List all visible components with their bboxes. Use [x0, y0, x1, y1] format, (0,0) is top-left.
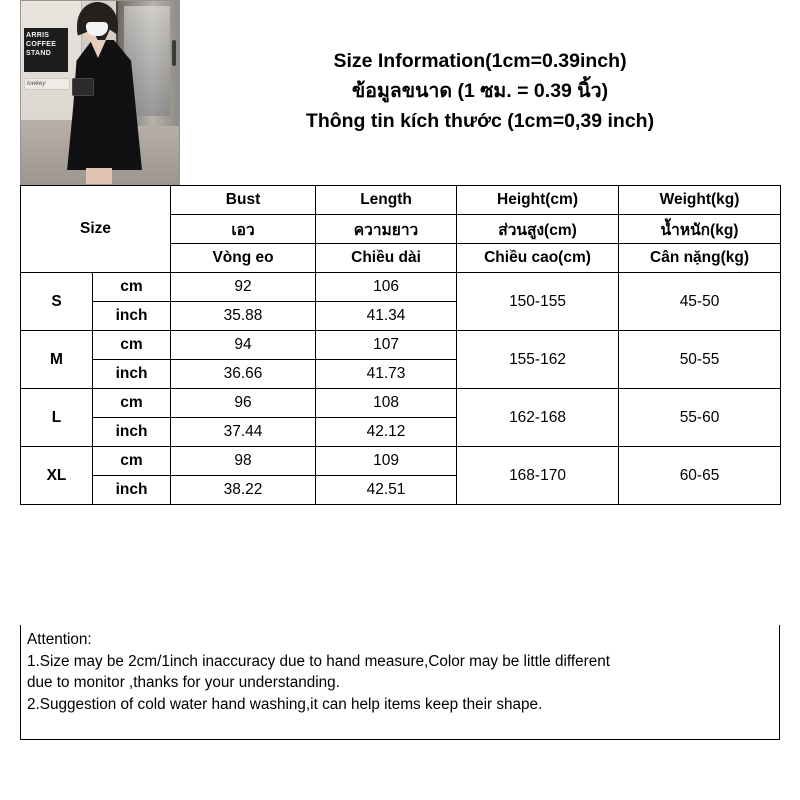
- row-unit-cm: cm: [93, 331, 171, 360]
- photo-shop-sign: ARRIS COFFEE STAND: [24, 28, 68, 72]
- attention-line-1: 1.Size may be 2cm/1inch inaccuracy due to hand measure,Color may be little different: [27, 652, 610, 670]
- attention-line-2: 2.Suggestion of cold water hand washing,it can help items keep their shape.: [27, 695, 543, 713]
- row-size-label: M: [21, 331, 93, 389]
- cell-height: 155-162: [457, 331, 619, 389]
- header-weight-en: Weight(kg): [619, 186, 781, 215]
- table-row: [21, 447, 781, 476]
- cell-bust-inch: 38.22: [171, 476, 316, 505]
- row-unit-inch: inch: [93, 418, 171, 447]
- row-unit-inch: inch: [93, 476, 171, 505]
- cell-height: 168-170: [457, 447, 619, 505]
- title-block: [180, 0, 780, 185]
- cell-bust-inch: 37.44: [171, 418, 316, 447]
- header-weight-vi: Cân nặng(kg): [619, 244, 781, 273]
- cell-length-cm: 109: [316, 447, 457, 476]
- row-unit-inch: inch: [93, 302, 171, 331]
- header-weight-th: น้ำหนัก(kg): [619, 215, 781, 244]
- cell-length-cm: 106: [316, 273, 457, 302]
- photo-legs: [86, 168, 112, 185]
- table-row: [21, 273, 781, 302]
- cell-length-inch: 41.73: [316, 360, 457, 389]
- cell-bust-cm: 98: [171, 447, 316, 476]
- cell-bust-cm: 94: [171, 331, 316, 360]
- cell-length-inch: 42.51: [316, 476, 457, 505]
- table-row: [21, 331, 781, 360]
- title-vietnamese: Thông tin kích thước (1cm=0,39 inch): [305, 109, 655, 132]
- cell-bust-inch: 35.88: [171, 302, 316, 331]
- table-row: [21, 389, 781, 418]
- attention-line-1b: due to monitor ,thanks for your understanding.: [27, 674, 340, 691]
- cell-height: 162-168: [457, 389, 619, 447]
- cell-height: 150-155: [457, 273, 619, 331]
- row-unit-cm: cm: [93, 447, 171, 476]
- cell-bust-cm: 92: [171, 273, 316, 302]
- product-photo: [20, 0, 180, 185]
- attention-title: Attention:: [27, 631, 92, 648]
- photo-handbag: [72, 78, 94, 96]
- cell-length-inch: 42.12: [316, 418, 457, 447]
- row-size-label: S: [21, 273, 93, 331]
- cell-length-inch: 41.34: [316, 302, 457, 331]
- header-row: [20, 0, 780, 185]
- header-bust-vi: Vòng eo: [171, 244, 316, 273]
- cell-weight: 50-55: [619, 331, 781, 389]
- header-length-vi: Chiều dài: [316, 244, 457, 273]
- size-table: [20, 185, 781, 505]
- photo-door-handle: [172, 40, 176, 66]
- row-unit-cm: cm: [93, 389, 171, 418]
- header-height-th: ส่วนสูง(cm): [457, 215, 619, 244]
- cell-weight: 55-60: [619, 389, 781, 447]
- title-english: Size Information(1cm=0.39inch): [333, 49, 627, 72]
- header-length-en: Length: [316, 186, 457, 215]
- cell-bust-cm: 96: [171, 389, 316, 418]
- attention-block: [20, 625, 780, 740]
- row-size-label: XL: [21, 447, 93, 505]
- cell-weight: 60-65: [619, 447, 781, 505]
- cell-length-cm: 107: [316, 331, 457, 360]
- title-thai: ข้อมูลขนาด (1 ซม. = 0.39 นิ้ว): [351, 79, 609, 102]
- header-height-en: Height(cm): [457, 186, 619, 215]
- row-unit-cm: cm: [93, 273, 171, 302]
- cell-bust-inch: 36.66: [171, 360, 316, 389]
- photo-shop-subsign: lowkey: [24, 78, 70, 90]
- header-length-th: ความยาว: [316, 215, 457, 244]
- row-unit-inch: inch: [93, 360, 171, 389]
- header-bust-th: เอว: [171, 215, 316, 244]
- header-bust-en: Bust: [171, 186, 316, 215]
- cell-length-cm: 108: [316, 389, 457, 418]
- row-size-label: L: [21, 389, 93, 447]
- table-header-row-en: [21, 186, 781, 215]
- face-mask-icon: [86, 22, 108, 36]
- header-size: Size: [21, 186, 171, 273]
- cell-weight: 45-50: [619, 273, 781, 331]
- header-height-vi: Chiều cao(cm): [457, 244, 619, 273]
